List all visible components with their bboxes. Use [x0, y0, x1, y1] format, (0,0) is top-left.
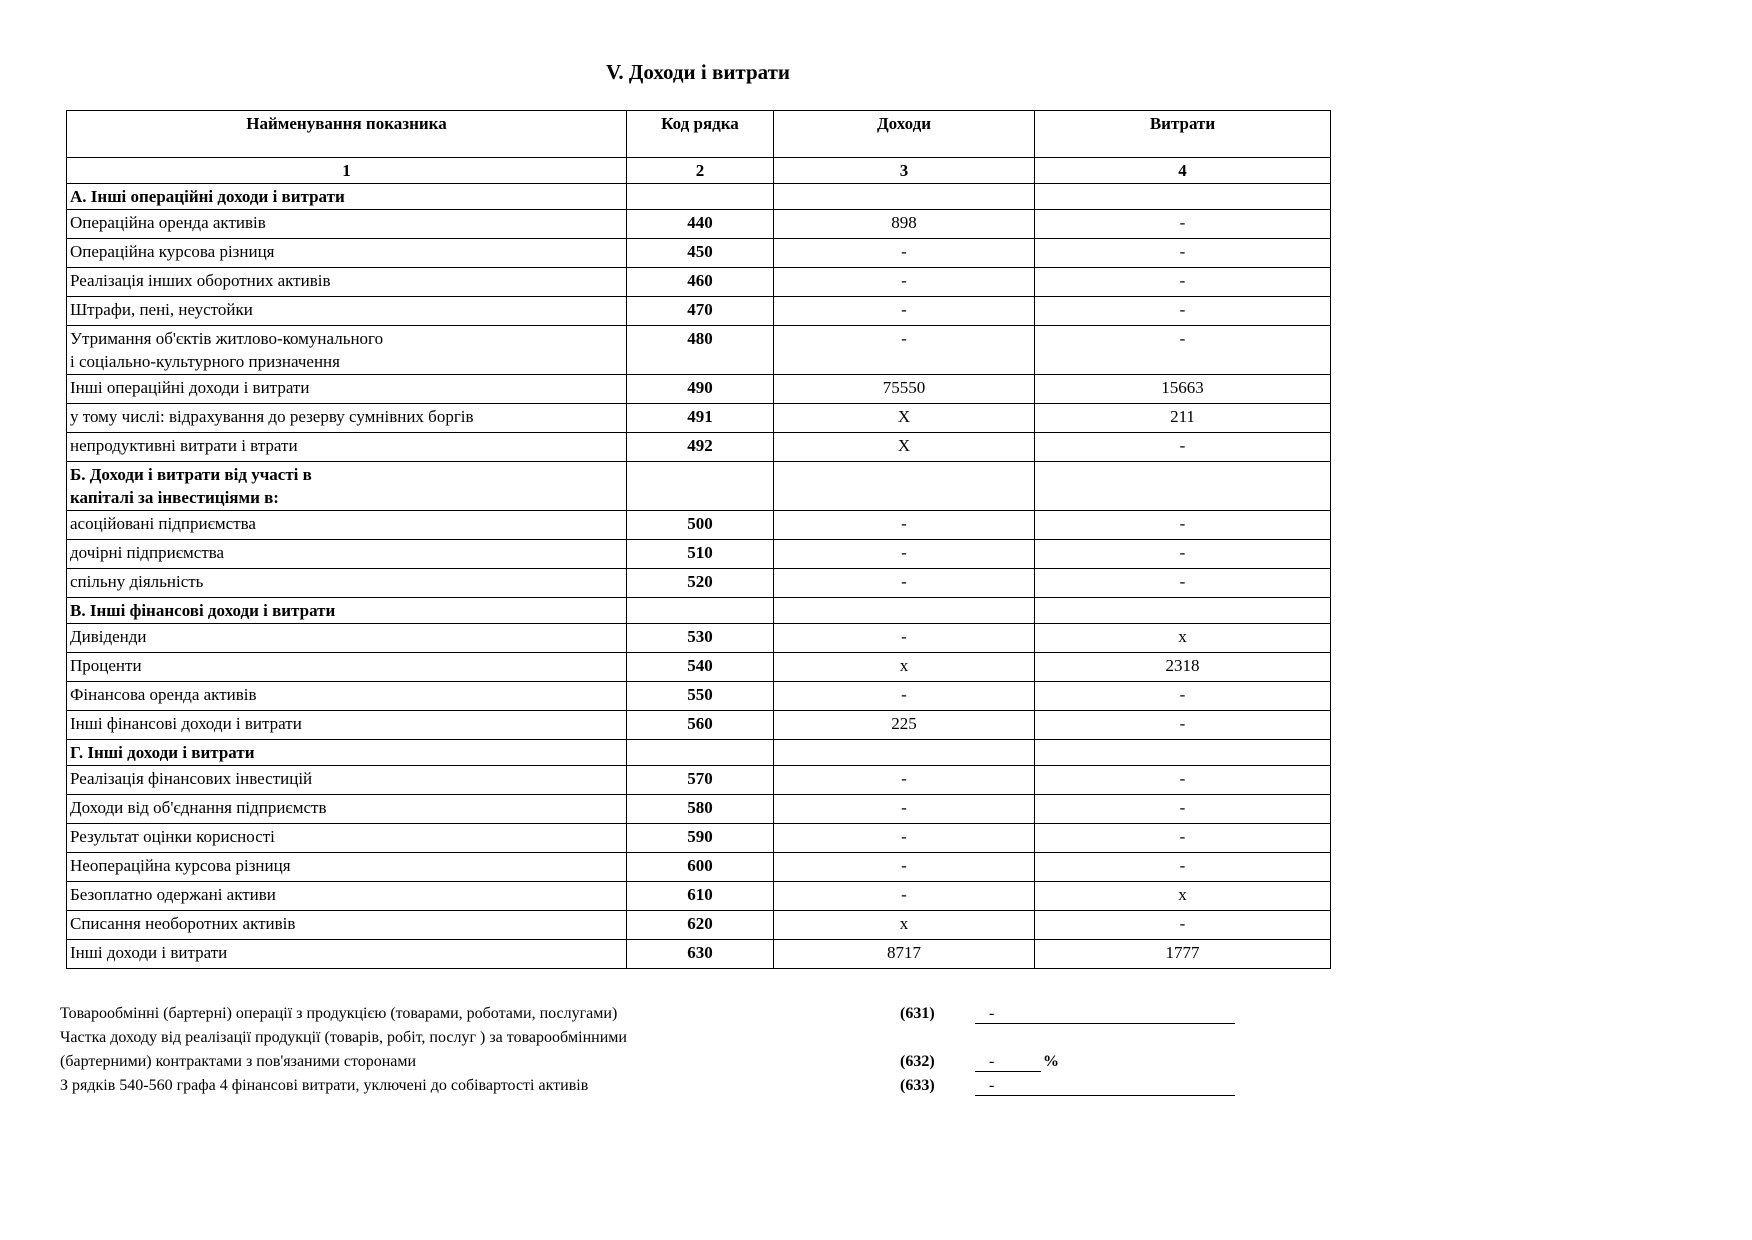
header-name: Найменування показника [67, 111, 627, 158]
expense-value: - [1035, 911, 1331, 940]
table-row [67, 795, 1331, 824]
indicator-name: спільну діяльність [67, 569, 627, 598]
line-code: 470 [627, 297, 774, 326]
income-expense-table [66, 110, 1331, 969]
empty-cell [1035, 740, 1331, 766]
indicator-name: Безоплатно одержані активи [67, 882, 627, 911]
table-row [67, 766, 1331, 795]
footer-value: - [975, 1074, 1235, 1096]
section-title: В. Інші фінансові доходи і витрати [67, 598, 627, 624]
table-row [67, 268, 1331, 297]
line-code: 550 [627, 682, 774, 711]
table-row [67, 711, 1331, 740]
column-number: 4 [1035, 158, 1331, 184]
indicator-name: Реалізація фінансових інвестицій [67, 766, 627, 795]
table-row [67, 911, 1331, 940]
expense-value: - [1035, 433, 1331, 462]
indicator-name: у тому числі: відрахування до резерву сумнівних боргів [67, 404, 627, 433]
indicator-name: Дивіденди [67, 624, 627, 653]
indicator-name: Неопераційна курсова різниця [67, 853, 627, 882]
line-code: 450 [627, 239, 774, 268]
expense-value: - [1035, 766, 1331, 795]
income-value: - [774, 824, 1035, 853]
table-row [67, 326, 1331, 375]
indicator-name: Проценти [67, 653, 627, 682]
empty-cell [627, 598, 774, 624]
indicator-name: Утримання об'єктів житлово-комунального і соціально-культурного призначення [67, 326, 627, 375]
section-header-row [67, 740, 1331, 766]
empty-cell [774, 740, 1035, 766]
indicator-name: непродуктивні витрати і втрати [67, 433, 627, 462]
line-code: 600 [627, 853, 774, 882]
line-code: 560 [627, 711, 774, 740]
table-row [67, 297, 1331, 326]
line-code: 580 [627, 795, 774, 824]
line-code: 492 [627, 433, 774, 462]
percent-sign: % [1043, 1053, 1059, 1070]
section-header-row [67, 184, 1331, 210]
income-value: - [774, 239, 1035, 268]
section-title: А. Інші операційні доходи і витрати [67, 184, 627, 210]
table-row [67, 940, 1331, 969]
header-row [67, 111, 1331, 158]
line-code: 491 [627, 404, 774, 433]
line-code: 500 [627, 511, 774, 540]
column-number: 1 [67, 158, 627, 184]
empty-cell [774, 598, 1035, 624]
income-value: х [774, 911, 1035, 940]
expense-value: - [1035, 795, 1331, 824]
expense-value: 2318 [1035, 653, 1331, 682]
header-code: Код рядка [627, 111, 774, 158]
footer-code: (631) [900, 1005, 935, 1022]
footer-text: З рядків 540-560 графа 4 фінансові витрати, уключені до собівартості активів [60, 1077, 589, 1094]
expense-value: - [1035, 239, 1331, 268]
column-number-row [67, 158, 1331, 184]
income-value: 8717 [774, 940, 1035, 969]
empty-cell [774, 184, 1035, 210]
line-code: 610 [627, 882, 774, 911]
income-value: Х [774, 433, 1035, 462]
income-value: 225 [774, 711, 1035, 740]
header-income: Доходи [774, 111, 1035, 158]
empty-cell [627, 740, 774, 766]
income-value: - [774, 766, 1035, 795]
table-row [67, 682, 1331, 711]
expense-value: - [1035, 540, 1331, 569]
table-row [67, 569, 1331, 598]
income-value: - [774, 795, 1035, 824]
empty-cell [1035, 184, 1331, 210]
table-row [67, 433, 1331, 462]
line-code: 540 [627, 653, 774, 682]
line-code: 490 [627, 375, 774, 404]
footer-notes [60, 1002, 1260, 1098]
income-value: - [774, 882, 1035, 911]
footer-line-633 [60, 1074, 1260, 1098]
indicator-name: Доходи від об'єднання підприємств [67, 795, 627, 824]
indicator-name: дочірні підприємства [67, 540, 627, 569]
table-body [67, 184, 1331, 969]
table-row [67, 882, 1331, 911]
empty-cell [1035, 462, 1331, 511]
expense-value: х [1035, 624, 1331, 653]
indicator-name: Операційна оренда активів [67, 210, 627, 239]
indicator-name: Інші операційні доходи і витрати [67, 375, 627, 404]
section-title: Б. Доходи і витрати від участі в капіталі за інвестиціями в: [67, 462, 627, 511]
expense-value: - [1035, 326, 1331, 375]
expense-value: - [1035, 824, 1331, 853]
footer-value: - [975, 1002, 1235, 1024]
expense-value: 1777 [1035, 940, 1331, 969]
income-value: 898 [774, 210, 1035, 239]
indicator-name: Інші фінансові доходи і витрати [67, 711, 627, 740]
income-value: - [774, 326, 1035, 375]
table-row [67, 511, 1331, 540]
line-code: 480 [627, 326, 774, 375]
indicator-name: Реалізація інших оборотних активів [67, 268, 627, 297]
income-value: - [774, 540, 1035, 569]
income-value: - [774, 297, 1035, 326]
column-number: 2 [627, 158, 774, 184]
section-title: Г. Інші доходи і витрати [67, 740, 627, 766]
income-value: - [774, 268, 1035, 297]
footer-line-632 [60, 1050, 1260, 1074]
indicator-name: асоційовані підприємства [67, 511, 627, 540]
income-value: - [774, 682, 1035, 711]
indicator-name: Операційна курсова різниця [67, 239, 627, 268]
table-row [67, 404, 1331, 433]
empty-cell [627, 184, 774, 210]
line-code: 460 [627, 268, 774, 297]
footer-text: (бартерними) контрактами з пов'язаними сторонами [60, 1053, 417, 1070]
income-value: х [774, 653, 1035, 682]
expense-value: - [1035, 569, 1331, 598]
line-code: 440 [627, 210, 774, 239]
footer-code: (633) [900, 1077, 935, 1094]
income-value: Х [774, 404, 1035, 433]
footer-code: (632) [900, 1053, 935, 1070]
expense-value: - [1035, 853, 1331, 882]
indicator-name: Списання необоротних активів [67, 911, 627, 940]
income-value: - [774, 853, 1035, 882]
expense-value: 15663 [1035, 375, 1331, 404]
footer-text: Частка доходу від реалізації продукції (товарів, робіт, послуг ) за товарообмінними [60, 1029, 627, 1046]
page-title: V. Доходи і витрати [605, 60, 791, 84]
expense-value: - [1035, 297, 1331, 326]
expense-value: - [1035, 268, 1331, 297]
table-row [67, 624, 1331, 653]
line-code: 570 [627, 766, 774, 795]
line-code: 620 [627, 911, 774, 940]
table-row [67, 653, 1331, 682]
table-row [67, 210, 1331, 239]
column-number: 3 [774, 158, 1035, 184]
table-row [67, 540, 1331, 569]
table-row [67, 239, 1331, 268]
line-code: 520 [627, 569, 774, 598]
indicator-name: Результат оцінки корисності [67, 824, 627, 853]
empty-cell [627, 462, 774, 511]
income-value: - [774, 511, 1035, 540]
section-header-row [67, 598, 1331, 624]
table-row [67, 824, 1331, 853]
income-value: - [774, 569, 1035, 598]
section-header-row [67, 462, 1331, 511]
footer-value: - [975, 1050, 1041, 1072]
empty-cell [1035, 598, 1331, 624]
line-code: 590 [627, 824, 774, 853]
expense-value: 211 [1035, 404, 1331, 433]
empty-cell [774, 462, 1035, 511]
expense-value: - [1035, 711, 1331, 740]
indicator-name: Фінансова оренда активів [67, 682, 627, 711]
footer-line-631 [60, 1002, 1260, 1026]
income-value: - [774, 624, 1035, 653]
indicator-name: Інші доходи і витрати [67, 940, 627, 969]
line-code: 510 [627, 540, 774, 569]
indicator-name: Штрафи, пені, неустойки [67, 297, 627, 326]
table-row [67, 853, 1331, 882]
footer-text: Товарообмінні (бартерні) операції з продукцією (товарами, роботами, послугами) [60, 1005, 618, 1022]
line-code: 530 [627, 624, 774, 653]
footer-line-text [60, 1026, 1260, 1050]
header-expense: Витрати [1035, 111, 1331, 158]
income-value: 75550 [774, 375, 1035, 404]
table-row [67, 375, 1331, 404]
expense-value: - [1035, 210, 1331, 239]
line-code: 630 [627, 940, 774, 969]
expense-value: х [1035, 882, 1331, 911]
expense-value: - [1035, 511, 1331, 540]
expense-value: - [1035, 682, 1331, 711]
